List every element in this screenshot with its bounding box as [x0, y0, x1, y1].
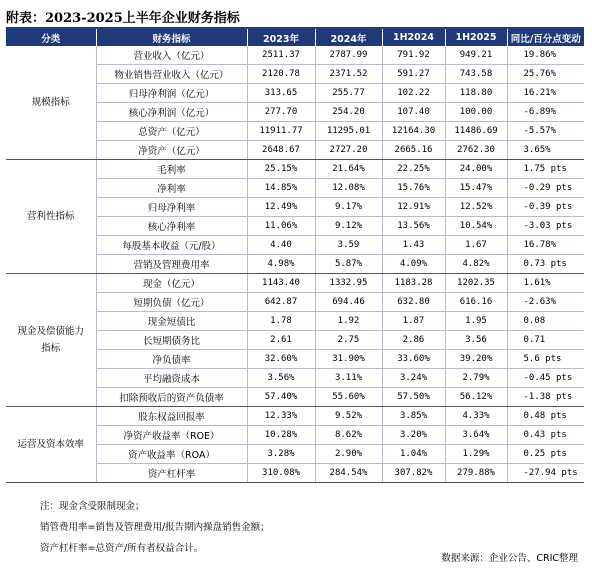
value-1h2025: 1202.35	[445, 274, 507, 293]
value-1h2024: 1.43	[382, 236, 445, 255]
value-2023: 57.40%	[247, 388, 315, 407]
metric-cell: 资产收益率（ROA）	[96, 445, 247, 464]
header-yoy: 同比/百分点变动	[507, 29, 584, 46]
value-1h2025: 743.58	[445, 65, 507, 84]
value-yoy: -1.38 pts	[507, 388, 584, 407]
value-2023: 2120.78	[247, 65, 315, 84]
value-yoy: -27.94 pts	[507, 464, 584, 483]
header-2024: 2024年	[315, 29, 382, 46]
header-2023: 2023年	[247, 29, 315, 46]
value-yoy: -2.63%	[507, 293, 584, 312]
note-line: 资产杠杆率=总资产/所有者权益合计。	[40, 543, 204, 554]
value-2024: 255.77	[315, 84, 382, 103]
value-yoy: 0.48 pts	[507, 407, 584, 426]
note-line: 注：现金含受限制现金；	[40, 501, 145, 512]
table-row	[6, 274, 584, 293]
value-1h2025: 4.33%	[445, 407, 507, 426]
value-1h2024: 591.27	[382, 65, 445, 84]
value-2024: 2.75	[315, 331, 382, 350]
value-1h2025: 100.00	[445, 103, 507, 122]
header-row	[6, 29, 584, 46]
value-2023: 4.40	[247, 236, 315, 255]
value-1h2025: 949.21	[445, 46, 507, 65]
metric-cell: 核心净利润（亿元）	[96, 103, 247, 122]
value-2024: 8.62%	[315, 426, 382, 445]
category-cell: 规模指标	[6, 46, 96, 160]
value-2023: 642.87	[247, 293, 315, 312]
value-2024: 3.59	[315, 236, 382, 255]
value-1h2024: 102.22	[382, 84, 445, 103]
header-metric: 财务指标	[96, 29, 247, 46]
value-2024: 1.92	[315, 312, 382, 331]
metric-cell: 净负债率	[96, 350, 247, 369]
value-2023: 14.85%	[247, 179, 315, 198]
value-1h2024: 3.20%	[382, 426, 445, 445]
metric-cell: 短期负债（亿元）	[96, 293, 247, 312]
value-yoy: -5.57%	[507, 122, 584, 141]
value-1h2025: 1.95	[445, 312, 507, 331]
metric-cell: 现金（亿元）	[96, 274, 247, 293]
value-1h2025: 10.54%	[445, 217, 507, 236]
value-yoy: 1.75 pts	[507, 160, 584, 179]
value-2024: 2371.52	[315, 65, 382, 84]
value-1h2024: 4.09%	[382, 255, 445, 274]
value-2024: 2787.99	[315, 46, 382, 65]
value-1h2025: 15.47%	[445, 179, 507, 198]
value-2023: 310.08%	[247, 464, 315, 483]
metric-cell: 资产杠杆率	[96, 464, 247, 483]
value-2024: 9.17%	[315, 198, 382, 217]
value-2023: 3.56%	[247, 369, 315, 388]
value-2023: 11.06%	[247, 217, 315, 236]
value-2024: 21.64%	[315, 160, 382, 179]
metric-cell: 营销及管理费用率	[96, 255, 247, 274]
value-yoy: 16.21%	[507, 84, 584, 103]
financial-indicators-table	[6, 29, 584, 483]
value-2024: 284.54%	[315, 464, 382, 483]
value-1h2025: 1.67	[445, 236, 507, 255]
metric-cell: 扣除预收后的资产负债率	[96, 388, 247, 407]
value-2023: 2.61	[247, 331, 315, 350]
value-1h2024: 1.04%	[382, 445, 445, 464]
value-2023: 25.15%	[247, 160, 315, 179]
value-1h2024: 2665.16	[382, 141, 445, 160]
category-cell: 营利性指标	[6, 160, 96, 274]
value-2023: 277.70	[247, 103, 315, 122]
table-row	[6, 46, 584, 65]
header-1h2025: 1H2025	[445, 29, 507, 46]
metric-cell: 股东权益回报率	[96, 407, 247, 426]
value-yoy: 0.43 pts	[507, 426, 584, 445]
metric-cell: 每股基本收益（元/股）	[96, 236, 247, 255]
metric-cell: 净资产（亿元）	[96, 141, 247, 160]
value-2023: 1.78	[247, 312, 315, 331]
value-2023: 32.60%	[247, 350, 315, 369]
value-1h2025: 1.29%	[445, 445, 507, 464]
value-1h2025: 12.52%	[445, 198, 507, 217]
value-1h2025: 11486.69	[445, 122, 507, 141]
metric-cell: 归母净利率	[96, 198, 247, 217]
value-2023: 2511.37	[247, 46, 315, 65]
table-row	[6, 407, 584, 426]
value-1h2025: 39.20%	[445, 350, 507, 369]
metric-cell: 归母净利润（亿元）	[96, 84, 247, 103]
value-2024: 9.12%	[315, 217, 382, 236]
value-1h2024: 12.91%	[382, 198, 445, 217]
value-2024: 1332.95	[315, 274, 382, 293]
value-2023: 3.28%	[247, 445, 315, 464]
value-2024: 55.60%	[315, 388, 382, 407]
metric-cell: 核心净利率	[96, 217, 247, 236]
value-1h2024: 307.82%	[382, 464, 445, 483]
value-1h2025: 118.80	[445, 84, 507, 103]
notes	[40, 496, 270, 559]
value-1h2024: 3.85%	[382, 407, 445, 426]
metric-cell: 净利率	[96, 179, 247, 198]
value-1h2025: 3.64%	[445, 426, 507, 445]
value-1h2024: 107.40	[382, 103, 445, 122]
value-1h2025: 4.82%	[445, 255, 507, 274]
value-2023: 10.28%	[247, 426, 315, 445]
value-1h2024: 13.56%	[382, 217, 445, 236]
metric-cell: 物业销售营业收入（亿元）	[96, 65, 247, 84]
value-2024: 12.08%	[315, 179, 382, 198]
value-yoy: 1.61%	[507, 274, 584, 293]
value-yoy: 19.86%	[507, 46, 584, 65]
value-1h2025: 3.56	[445, 331, 507, 350]
value-yoy: -0.39 pts	[507, 198, 584, 217]
value-1h2024: 2.86	[382, 331, 445, 350]
value-yoy: 0.73 pts	[507, 255, 584, 274]
data-source: 数据来源：企业公告、CRIC整理	[441, 553, 578, 564]
value-1h2024: 57.50%	[382, 388, 445, 407]
value-yoy: 3.65%	[507, 141, 584, 160]
value-2024: 3.11%	[315, 369, 382, 388]
header-category: 分类	[6, 29, 96, 46]
value-1h2024: 3.24%	[382, 369, 445, 388]
value-1h2025: 24.00%	[445, 160, 507, 179]
value-2024: 254.20	[315, 103, 382, 122]
value-2023: 2648.67	[247, 141, 315, 160]
value-2024: 694.46	[315, 293, 382, 312]
metric-cell: 现金短债比	[96, 312, 247, 331]
note-line: 销管费用率=销售及管理费用/报告期内操盘销售金额；	[40, 522, 270, 533]
value-1h2024: 632.80	[382, 293, 445, 312]
value-2024: 2.90%	[315, 445, 382, 464]
value-2024: 9.52%	[315, 407, 382, 426]
metric-cell: 总资产（亿元）	[96, 122, 247, 141]
value-yoy: -3.03 pts	[507, 217, 584, 236]
table-title: 附表：2023-2025上半年企业财务指标	[6, 11, 240, 26]
header-1h2024: 1H2024	[382, 29, 445, 46]
value-1h2025: 2762.30	[445, 141, 507, 160]
value-yoy: 16.78%	[507, 236, 584, 255]
value-yoy: 0.08	[507, 312, 584, 331]
value-yoy: 5.6 pts	[507, 350, 584, 369]
value-1h2024: 1.87	[382, 312, 445, 331]
metric-cell: 长短期债务比	[96, 331, 247, 350]
value-yoy: -6.89%	[507, 103, 584, 122]
value-yoy: 25.76%	[507, 65, 584, 84]
value-yoy: -0.45 pts	[507, 369, 584, 388]
table-row	[6, 160, 584, 179]
value-yoy: -0.29 pts	[507, 179, 584, 198]
value-1h2025: 56.12%	[445, 388, 507, 407]
value-1h2024: 22.25%	[382, 160, 445, 179]
value-1h2024: 33.60%	[382, 350, 445, 369]
value-1h2024: 791.92	[382, 46, 445, 65]
category-cell: 现金及偿债能力指标	[6, 274, 96, 407]
category-cell: 运营及资本效率	[6, 407, 96, 483]
value-1h2025: 616.16	[445, 293, 507, 312]
value-2023: 313.65	[247, 84, 315, 103]
value-2024: 5.87%	[315, 255, 382, 274]
value-yoy: 0.25 pts	[507, 445, 584, 464]
value-1h2024: 1183.28	[382, 274, 445, 293]
value-1h2025: 2.79%	[445, 369, 507, 388]
value-2024: 31.90%	[315, 350, 382, 369]
value-yoy: 0.71	[507, 331, 584, 350]
metric-cell: 平均融资成本	[96, 369, 247, 388]
value-2023: 12.49%	[247, 198, 315, 217]
metric-cell: 净资产收益率（ROE）	[96, 426, 247, 445]
value-2023: 4.98%	[247, 255, 315, 274]
value-1h2025: 279.88%	[445, 464, 507, 483]
value-2024: 2727.20	[315, 141, 382, 160]
metric-cell: 毛利率	[96, 160, 247, 179]
value-2023: 12.33%	[247, 407, 315, 426]
value-1h2024: 12164.30	[382, 122, 445, 141]
value-2023: 11911.77	[247, 122, 315, 141]
value-1h2024: 15.76%	[382, 179, 445, 198]
metric-cell: 营业收入（亿元）	[96, 46, 247, 65]
value-2023: 1143.40	[247, 274, 315, 293]
value-2024: 11295.01	[315, 122, 382, 141]
